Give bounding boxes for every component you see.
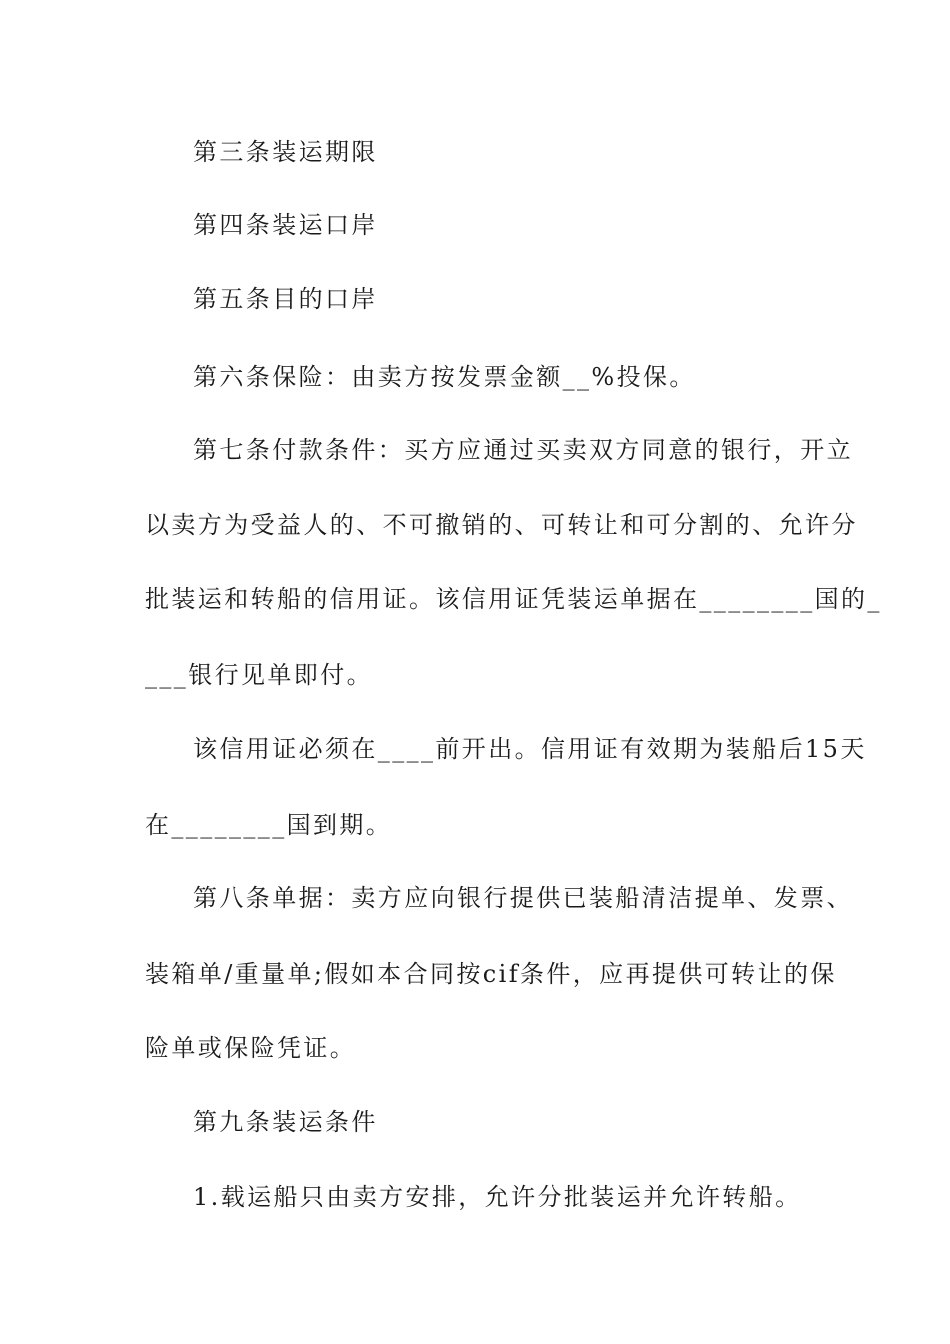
clause-7-payment-line-3: 批装运和转船的信用证。该信用证凭装运单据在________国的_: [145, 585, 882, 613]
clause-3-shipment-period: 第三条装运期限: [193, 138, 378, 166]
clause-9-item-1: 1.载运船只由卖方安排，允许分批装运并允许转船。: [193, 1183, 802, 1211]
clause-8-documents-line-2: 装箱单/重量单;假如本合同按cif条件，应再提供可转让的保: [145, 960, 837, 988]
clause-5-port-of-destination: 第五条目的口岸: [193, 285, 378, 313]
clause-8-documents-line-1: 第八条单据：卖方应向银行提供已装船清洁提单、发票、: [193, 884, 853, 912]
clause-7-payment-line-1: 第七条付款条件：买方应通过买卖双方同意的银行，开立: [193, 436, 853, 464]
clause-4-port-of-shipment: 第四条装运口岸: [193, 211, 378, 239]
clause-7-payment-line-4: ___银行见单即付。: [145, 661, 373, 689]
clause-8-documents-line-3: 险单或保险凭证。: [145, 1034, 357, 1062]
clause-6-insurance: 第六条保险：由卖方按发票金额__%投保。: [193, 363, 696, 391]
clause-7-payment-line-2: 以卖方为受益人的、不可撤销的、可转让和可分割的、允许分: [145, 511, 858, 539]
credit-validity-line-2: 在________国到期。: [145, 811, 393, 839]
clause-9-shipping-conditions: 第九条装运条件: [193, 1108, 378, 1136]
credit-validity-line-1: 该信用证必须在____前开出。信用证有效期为装船后15天: [193, 735, 867, 763]
